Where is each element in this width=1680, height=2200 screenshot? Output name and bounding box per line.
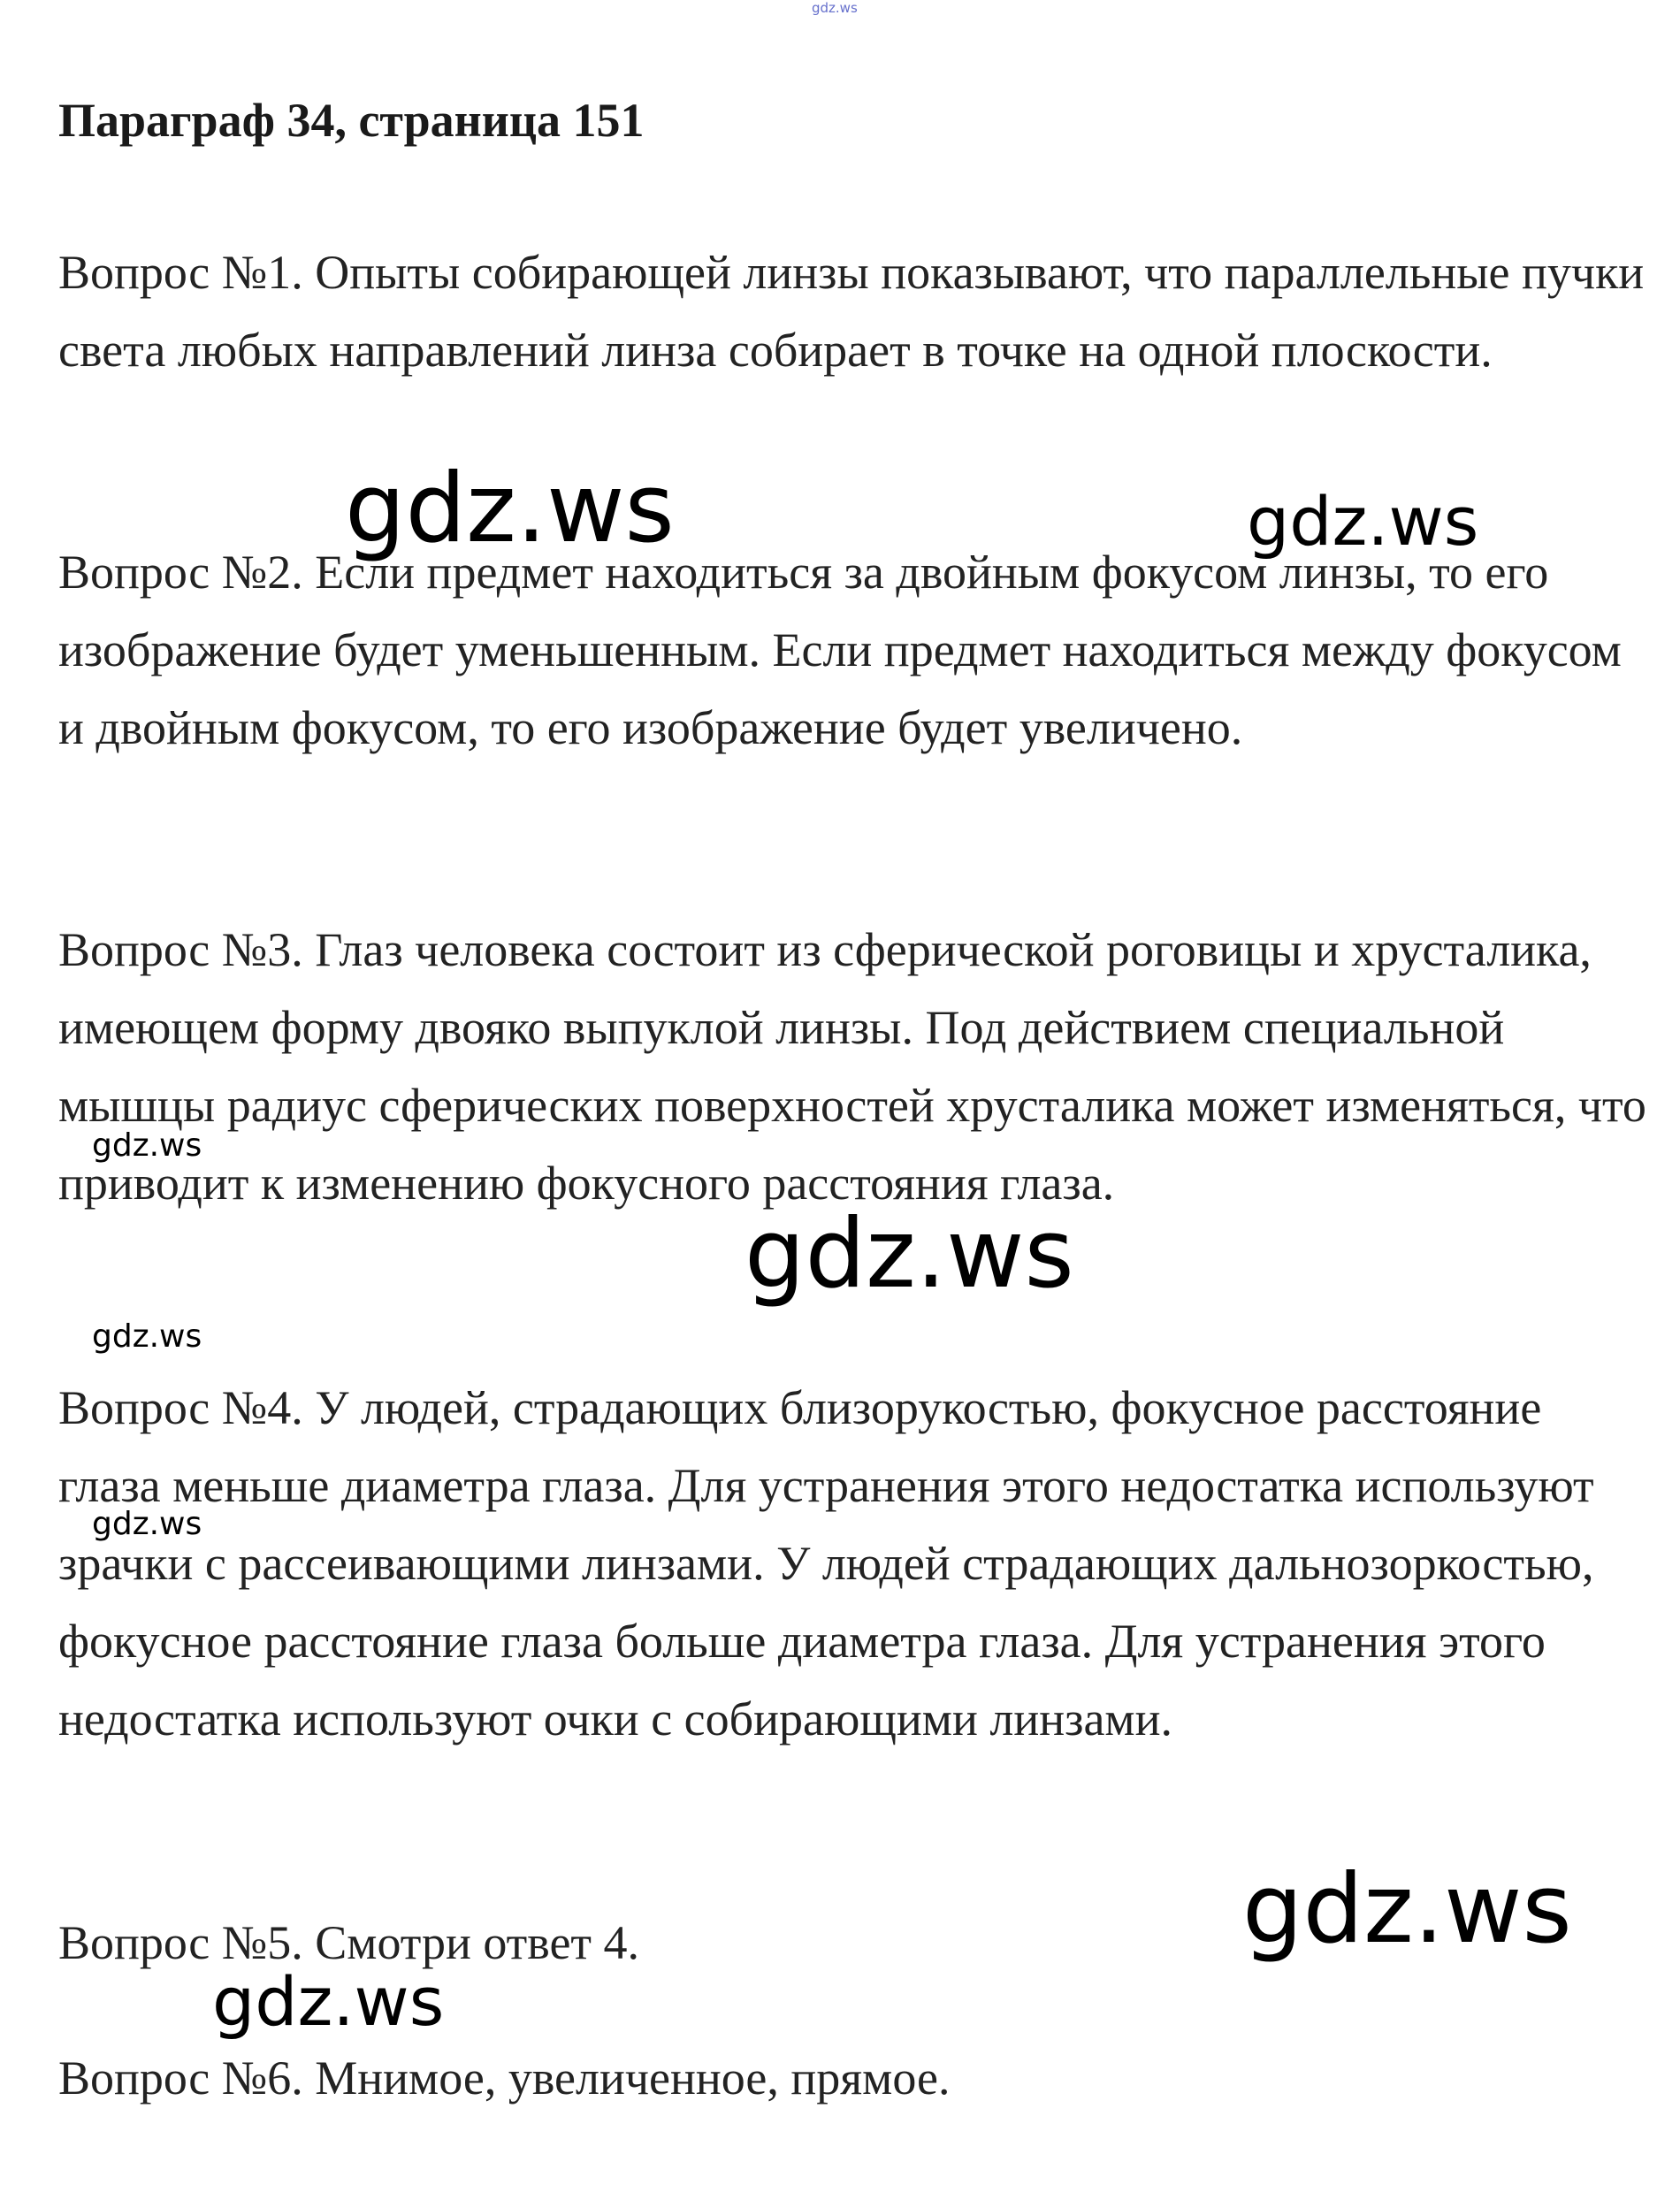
- watermark-large: gdz.ws: [1242, 1854, 1572, 1965]
- answer-paragraph-6: Вопрос №6. Мнимое, увеличенное, прямое.: [58, 2051, 951, 2105]
- answer-paragraph-4: Вопрос №4. У людей, страдающих близорукостью, фокусное расстояние глаза меньше диаметра глаза. Для устранения этого недостатка используют зрачки с рассеивающими линзами. У людей страдающих дальнозоркостью, фокусное расстояние глаза больше диаметра глаза. Для устранения этого недостатка используют очки с собирающими линзами.: [58, 1381, 1594, 1745]
- answer-paragraph-5: Вопрос №5. Смотри ответ 4.: [58, 1916, 640, 1969]
- watermark-small: gdz.ws: [92, 1506, 202, 1542]
- watermark-medium: gdz.ws: [212, 1962, 445, 2041]
- answer-paragraph-3: Вопрос №3. Глаз человека состоит из сферической роговицы и хрусталика, имеющем форму двояко выпуклой линзы. Под действием специальной мышцы радиус сферических поверхностей хрусталика может изменяться, что приводит к изменению фокусного расстояния глаза.: [58, 923, 1646, 1210]
- watermark-large: gdz.ws: [745, 1199, 1074, 1310]
- watermark-small: gdz.ws: [92, 1318, 202, 1355]
- watermark-large: gdz.ws: [345, 454, 675, 564]
- answer-paragraph-1: Вопрос №1. Опыты собирающей линзы показывают, что параллельные пучки света любых направлений линза собирает в точке на одной плоскости.: [58, 246, 1645, 377]
- page-title: Параграф 34, страница 151: [58, 94, 645, 147]
- watermark-small-top: gdz.ws: [812, 0, 858, 16]
- watermark-medium: gdz.ws: [1247, 482, 1479, 561]
- watermark-small: gdz.ws: [92, 1127, 202, 1164]
- answer-paragraph-2: Вопрос №2. Если предмет находиться за двойным фокусом линзы, то его изображение будет уменьшенным. Если предмет находиться между фокусом и двойным фокусом, то его изображение будет увеличено.: [58, 546, 1622, 754]
